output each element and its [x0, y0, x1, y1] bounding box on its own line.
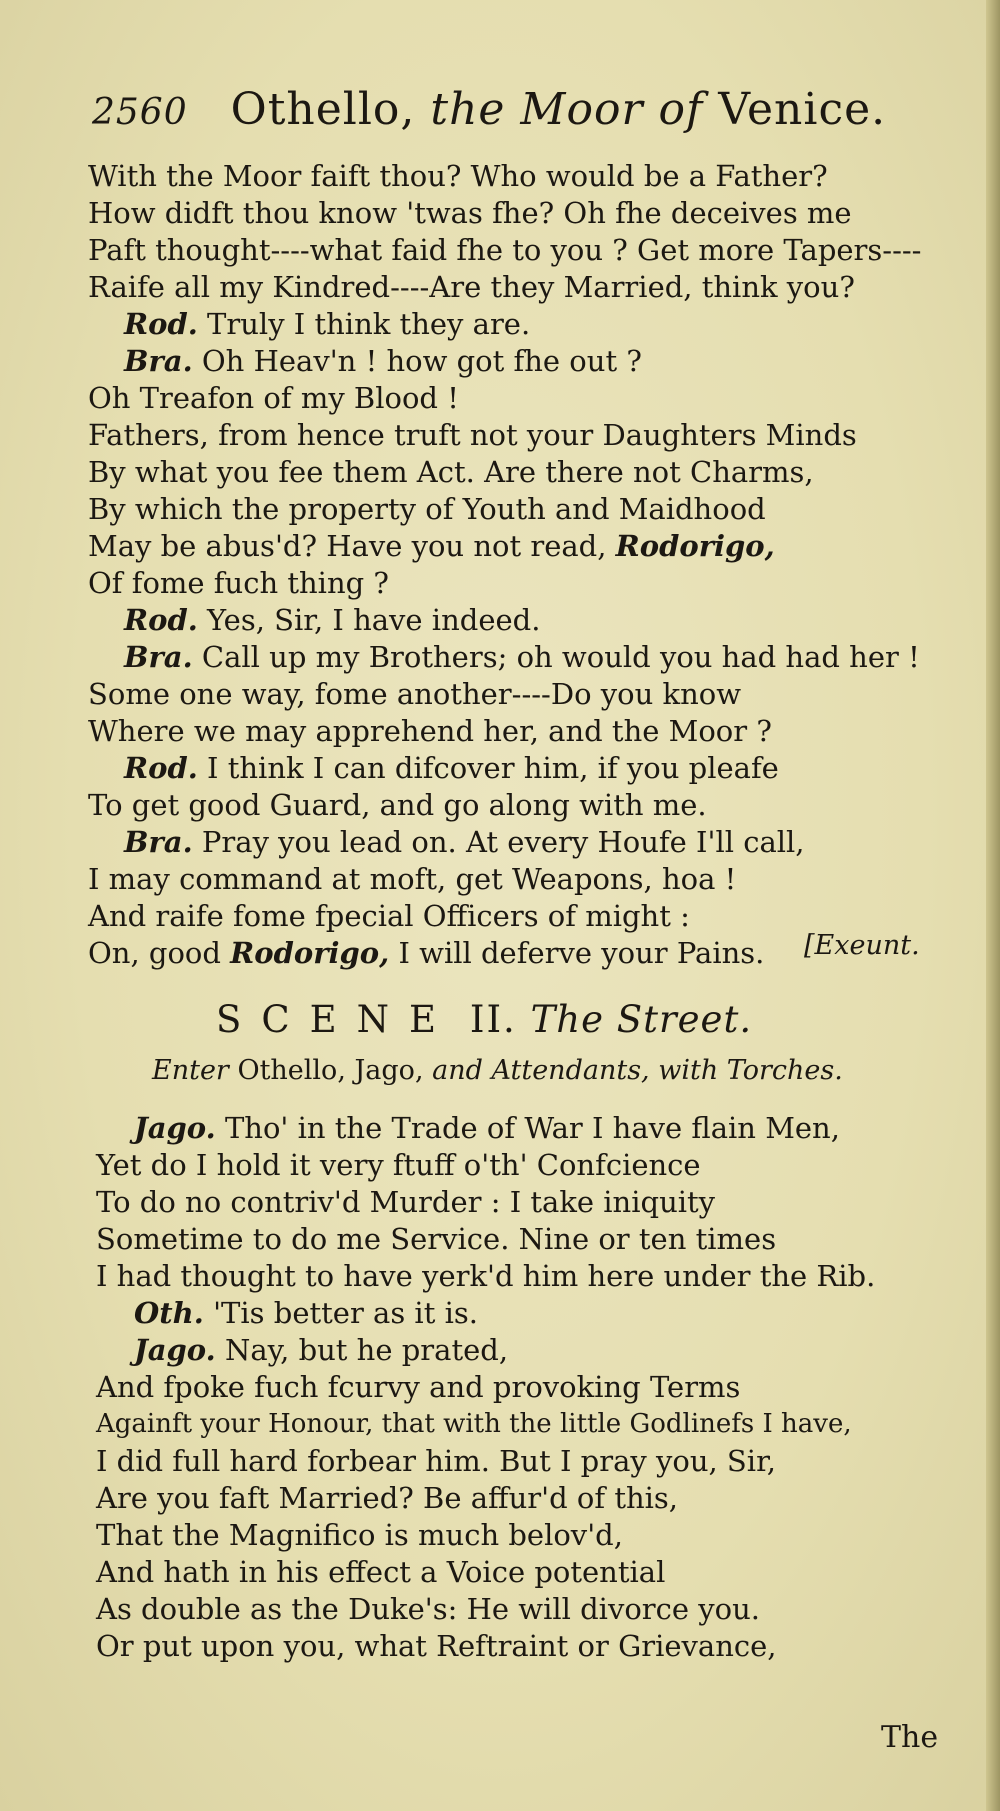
header-title-end: Venice. — [718, 84, 887, 135]
verse-line: I did full hard forbear him. But I pray you, Sir, — [96, 1444, 776, 1478]
verse-line: Fathers, from hence truft not your Daughters Minds — [88, 418, 857, 452]
verse-line: By what you fee them Act. Are there not Charms, — [88, 455, 814, 489]
verse-line: And hath in his effect a Voice potential — [96, 1555, 666, 1589]
verse-line: With the Moor faift thou? Who would be a Father? — [88, 159, 828, 193]
verse-line: Bra. Oh Heav'n ! how got fhe out ? — [124, 344, 642, 378]
page-edge-shadow — [986, 0, 1000, 1811]
header-title-start: Othello, — [230, 84, 416, 135]
page-number: 2560 — [92, 92, 188, 133]
speaker-name: Bra. — [124, 344, 193, 378]
verse-line: As double as the Duke's: He will divorce you. — [96, 1592, 761, 1626]
speaker-name: Jago. — [134, 1333, 216, 1367]
verse-line: That the Magnifico is much belov'd, — [96, 1518, 623, 1552]
stage-direction: Enter Othello, Jago, and Attendants, with Torches. — [152, 1055, 843, 1086]
scene-heading — [216, 998, 752, 1041]
verse-line: Againft your Honour, that with the little Godlinefs I have, — [96, 1409, 852, 1439]
speaker-name: Rod. — [124, 307, 198, 341]
verse-line: And raife fome fpecial Officers of might : — [88, 899, 690, 933]
name-rodorigo: Rodorigo, — [615, 529, 775, 563]
speaker-name: Oth. — [134, 1296, 204, 1330]
verse-line: Jago. Nay, but he prated, — [134, 1333, 509, 1367]
verse-line: And fpoke fuch fcurvy and provoking Terms — [96, 1370, 741, 1404]
speaker-name: Bra. — [124, 640, 193, 674]
speaker-name: Bra. — [124, 825, 193, 859]
speaker-name: Rod. — [124, 751, 198, 785]
verse-line: To get good Guard, and go along with me. — [88, 788, 707, 822]
speaker-name: Rod. — [124, 603, 198, 637]
verse-line: By which the property of Youth and Maidhood — [88, 492, 766, 526]
verse-line: Paft thought----what faid fhe to you ? Get more Tapers---- — [88, 233, 922, 267]
verse-line: Or put upon you, what Reftraint or Grievance, — [96, 1629, 777, 1663]
running-header — [92, 84, 886, 135]
verse-line: I may command at moft, get Weapons, hoa ! — [88, 862, 737, 896]
verse-line: May be abus'd? Have you not read, Rodorigo, — [88, 529, 775, 563]
verse-line: Are you faft Married? Be affur'd of this, — [96, 1481, 679, 1515]
catchword: The — [881, 1720, 939, 1755]
verse-line: Jago. Tho' in the Trade of War I have flain Men, — [134, 1111, 840, 1145]
scene-label: SCENE — [216, 998, 457, 1041]
verse-line: Some one way, fome another----Do you know — [88, 677, 742, 711]
verse-line: To do no contriv'd Murder : I take iniquity — [96, 1185, 716, 1219]
verse-line: Oh Treafon of my Blood ! — [88, 381, 459, 415]
verse-line: How didft thou know 'twas fhe? Oh fhe deceives me — [88, 196, 852, 230]
header-title-italic: the Moor of — [430, 84, 704, 135]
verse-line: Rod. Truly I think they are. — [124, 307, 531, 341]
speaker-name: Jago. — [134, 1111, 216, 1145]
verse-line: Bra. Call up my Brothers; oh would you had had her ! — [124, 640, 920, 674]
verse-line: On, good Rodorigo, I will deferve your Pains. — [88, 936, 765, 970]
scene-number: II. — [469, 998, 517, 1041]
verse-line: Sometime to do me Service. Nine or ten times — [96, 1222, 777, 1256]
verse-line: Oth. 'Tis better as it is. — [134, 1296, 478, 1330]
verse-line: Rod. Yes, Sir, I have indeed. — [124, 603, 541, 637]
verse-line: Raife all my Kindred----Are they Married, think you? — [88, 270, 855, 304]
verse-line: Rod. I think I can difcover him, if you pleafe — [124, 751, 779, 785]
verse-line: Yet do I hold it very ftuff o'th' Confcience — [96, 1148, 701, 1182]
verse-line: Bra. Pray you lead on. At every Houfe I'll call, — [124, 825, 805, 859]
verse-line: Of fome fuch thing ? — [88, 566, 389, 600]
verse-line: I had thought to have yerk'd him here under the Rib. — [96, 1259, 876, 1293]
name-rodorigo: Rodorigo, — [230, 936, 390, 970]
verse-line: Where we may apprehend her, and the Moor ? — [88, 714, 772, 748]
stage-exeunt: [Exeunt. — [804, 930, 920, 961]
scene-place: The Street. — [530, 998, 753, 1041]
